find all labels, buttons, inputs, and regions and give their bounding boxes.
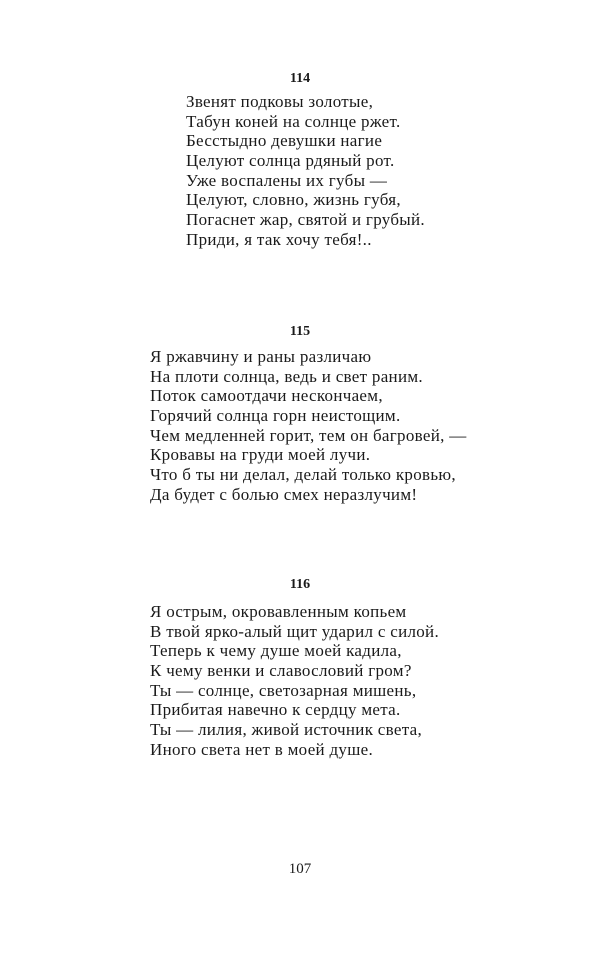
poem-line: Уже воспалены их губы — <box>186 170 388 190</box>
poem-line: Кровавы на груди моей лучи. <box>150 445 371 465</box>
page-number: 107 <box>288 861 312 877</box>
poem-number-114: 114 <box>289 71 311 86</box>
poem-line: Иного света нет в моей душе. <box>150 739 374 759</box>
poem-line: Ты — солнце, светозарная мишень, <box>150 680 417 700</box>
poem-number-115: 115 <box>289 324 311 339</box>
poem-line: Что б ты ни делал, делай только кровью, <box>150 465 456 485</box>
poem-116 <box>150 602 439 760</box>
poem-line: Прибитая навечно к сердцу мета. <box>150 700 401 720</box>
poem-line: В твой ярко-алый щит ударил с силой. <box>150 621 439 641</box>
poem-line: Я острым, окровавленным копьем <box>150 602 407 621</box>
poem-115 <box>150 347 467 505</box>
poem-line: Табун коней на солнце ржет. <box>186 111 401 131</box>
poem-line: На плоти солнца, ведь и свет раним. <box>150 366 423 386</box>
poem-line: Целуют солнца рдяный рот. <box>186 151 395 171</box>
poem-line: Чем медленней горит, тем он багровей, — <box>150 425 467 445</box>
poem-number-116: 116 <box>289 577 311 592</box>
poem-line: Я ржавчину и раны различаю <box>150 347 372 366</box>
poem-line: Поток самоотдачи нескончаем, <box>150 386 383 406</box>
poem-line: Да будет с болью смех неразлучим! <box>150 484 418 504</box>
poem-114 <box>186 92 425 250</box>
poem-line: Звенят подковы золотые, <box>186 92 374 111</box>
poem-line: Приди, я так хочу тебя!.. <box>186 229 372 249</box>
poem-line: Целуют, словно, жизнь губя, <box>186 190 401 210</box>
poem-line: Ты — лилия, живой источник света, <box>150 720 423 740</box>
poem-line: Погаснет жар, святой и грубый. <box>186 210 425 230</box>
poem-line: Горячий солнца горн неистощим. <box>150 406 401 426</box>
poem-line: Бесстыдно девушки нагие <box>186 131 383 151</box>
poem-line: К чему венки и славословий гром? <box>150 661 412 681</box>
poem-line: Теперь к чему душе моей кадила, <box>150 641 402 661</box>
